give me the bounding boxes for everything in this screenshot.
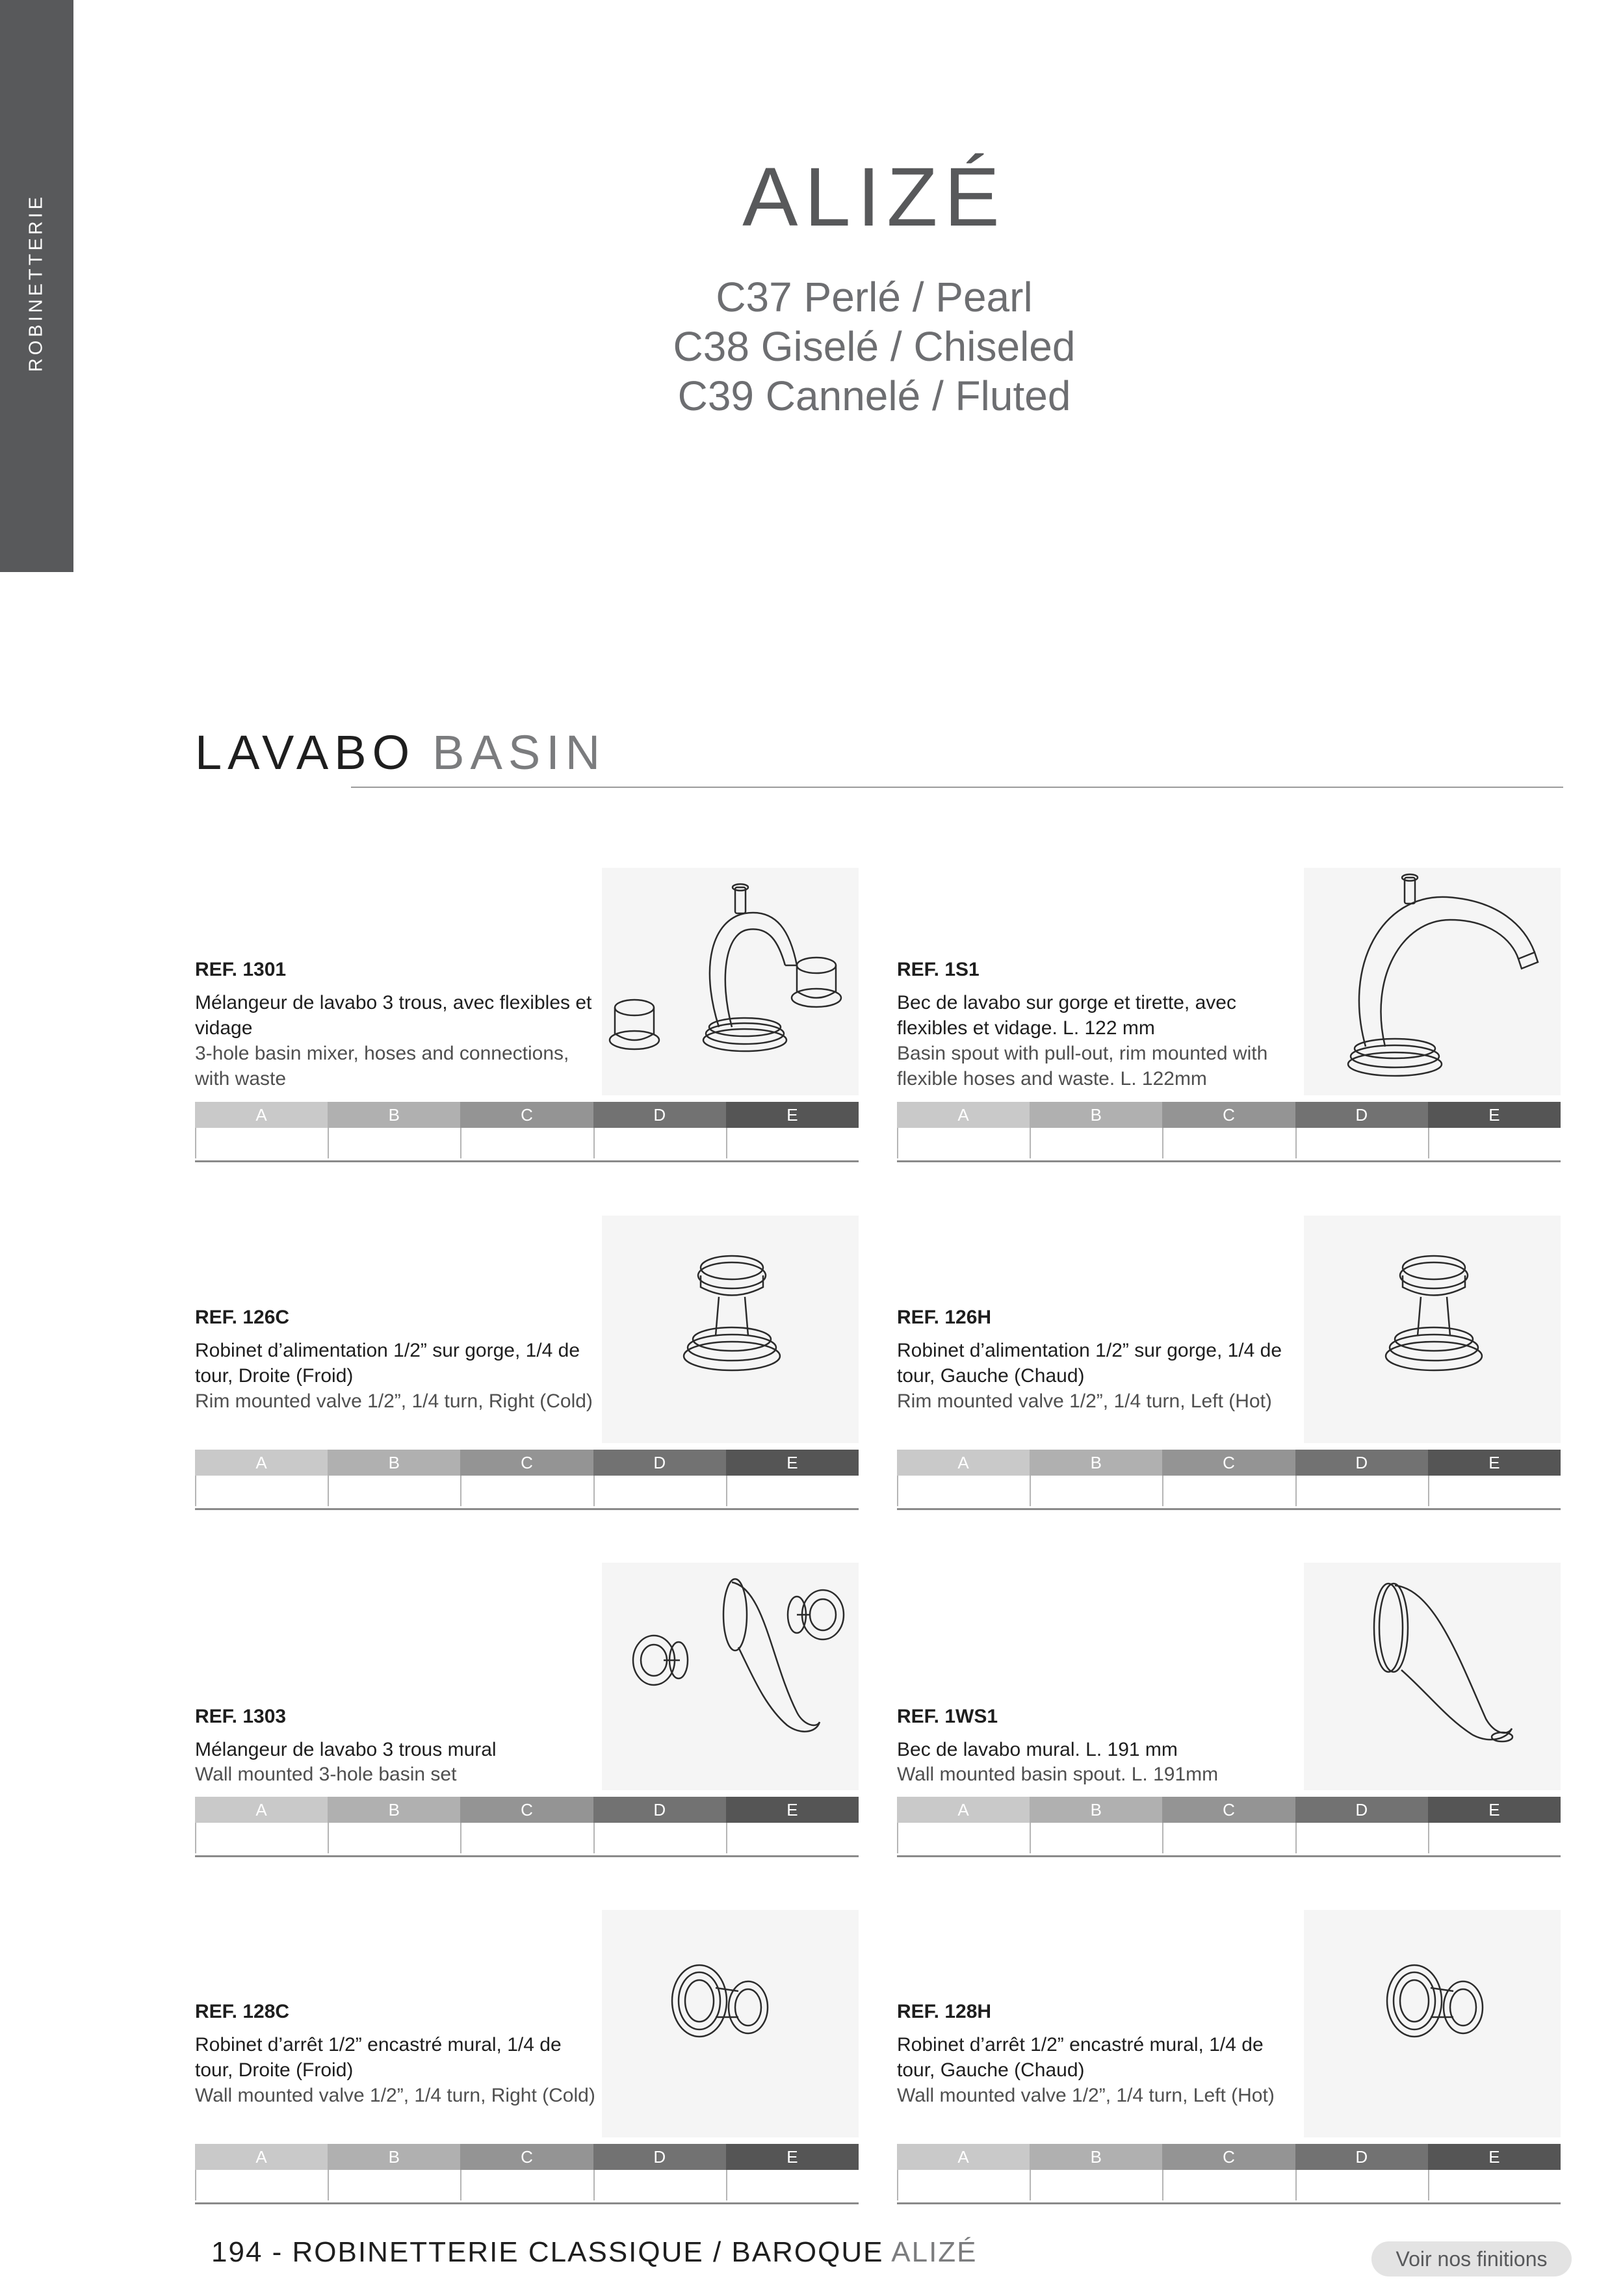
finish-column-d: D: [593, 1102, 726, 1128]
finish-column-c: C: [1162, 2144, 1295, 2170]
finish-table: [897, 1450, 1561, 1510]
footer-model: ALIZÉ: [891, 2236, 978, 2268]
finish-value-row: [897, 2170, 1561, 2200]
finish-table: [897, 1102, 1561, 1162]
wall-valve-icon: [1304, 1910, 1561, 2137]
page-footer: [211, 2236, 978, 2269]
finish-value-row: [195, 1823, 859, 1853]
finish-column-e: E: [726, 1450, 859, 1476]
finish-column-e: E: [726, 2144, 859, 2170]
product-image: [602, 868, 859, 1095]
product-name-en: Wall mounted valve 1/2”, 1/4 turn, Right (Cold): [195, 2085, 595, 2106]
finish-column-b: B: [1030, 1797, 1162, 1823]
product-image: [1304, 868, 1561, 1095]
finish-column-d: D: [593, 1797, 726, 1823]
product-name-en: Wall mounted valve 1/2”, 1/4 turn, Left (Hot): [897, 2085, 1275, 2106]
finish-column-a: A: [195, 2144, 328, 2170]
wall-valve-icon: [602, 1910, 859, 2137]
variant-c37: C37 Perlé / Pearl: [716, 274, 1033, 320]
finish-column-c: C: [460, 1102, 593, 1128]
finish-column-d: D: [1295, 1797, 1428, 1823]
view-finishes-button[interactable]: Voir nos finitions: [1371, 2241, 1572, 2276]
finish-table: [897, 1797, 1561, 1857]
product-image: [602, 1563, 859, 1790]
finish-column-e: E: [1428, 2144, 1561, 2170]
rim-valve-icon: [602, 1216, 859, 1443]
basin-spout-icon: [1304, 868, 1561, 1095]
finish-table: [195, 2144, 859, 2204]
finish-value-row: [195, 2170, 859, 2200]
finish-column-b: B: [328, 1102, 460, 1128]
variant-c38: C38 Giselé / Chiseled: [673, 323, 1076, 370]
finish-column-a: A: [195, 1102, 328, 1128]
product-name-en: Rim mounted valve 1/2”, 1/4 turn, Left (Hot): [897, 1390, 1272, 1412]
finish-column-c: C: [1162, 1450, 1295, 1476]
finish-column-e: E: [1428, 1450, 1561, 1476]
finish-column-e: E: [726, 1102, 859, 1128]
product-ref: REF. 128C: [195, 2001, 290, 2022]
product-card: [195, 1216, 859, 1508]
finish-header-row: [897, 2144, 1561, 2170]
section-title-en: BASIN: [432, 725, 606, 779]
product-name-fr: Bec de lavabo sur gorge et tirette, avec flexibles et vidage. L. 122 mm: [897, 992, 1236, 1039]
finish-header-row: [195, 1450, 859, 1476]
product-name-fr: Mélangeur de lavabo 3 trous mural: [195, 1739, 497, 1760]
product-name-fr: Robinet d’alimentation 1/2” sur gorge, 1/4 de tour, Droite (Froid): [195, 1340, 580, 1387]
product-image: [602, 1216, 859, 1443]
finish-value-row: [897, 1128, 1561, 1158]
product-ref: REF. 1S1: [897, 959, 980, 980]
finish-header-row: [195, 1797, 859, 1823]
finish-column-a: A: [897, 1102, 1030, 1128]
page-title: ALIZÉ: [742, 151, 1006, 244]
finish-header-row: [195, 1102, 859, 1128]
finish-column-b: B: [1030, 2144, 1162, 2170]
finish-value-row: [195, 1476, 859, 1506]
product-ref: REF. 126C: [195, 1307, 290, 1328]
product-image: [1304, 1216, 1561, 1443]
finish-column-b: B: [1030, 1450, 1162, 1476]
finish-column-e: E: [1428, 1102, 1561, 1128]
variant-c39: C39 Cannelé / Fluted: [677, 372, 1071, 419]
product-ref: REF. 128H: [897, 2001, 992, 2022]
product-card: [195, 1563, 859, 1855]
sidebar-label: ROBINETTERIE: [25, 193, 47, 372]
product-card: [897, 1216, 1561, 1508]
product-name-en: Wall mounted basin spout. L. 191mm: [897, 1764, 1219, 1785]
finish-table: [195, 1797, 859, 1857]
finish-column-c: C: [1162, 1102, 1295, 1128]
product-name-fr: Robinet d’arrêt 1/2” encastré mural, 1/4 de tour, Droite (Froid): [195, 2034, 562, 2081]
finish-column-a: A: [897, 1797, 1030, 1823]
product-name-fr: Mélangeur de lavabo 3 trous, avec flexibles et vidage: [195, 992, 592, 1039]
product-image: [1304, 1563, 1561, 1790]
finish-column-d: D: [593, 1450, 726, 1476]
finish-column-c: C: [460, 2144, 593, 2170]
product-card: [897, 868, 1561, 1160]
finish-value-row: [897, 1823, 1561, 1853]
product-card: [897, 1910, 1561, 2202]
basin-mixer-3-hole-icon: [602, 868, 859, 1095]
finish-column-c: C: [1162, 1797, 1295, 1823]
finish-header-row: [897, 1797, 1561, 1823]
wall-spout-icon: [1304, 1563, 1561, 1790]
finish-column-e: E: [1428, 1797, 1561, 1823]
wall-basin-set-icon: [602, 1563, 859, 1790]
finish-column-a: A: [195, 1797, 328, 1823]
product-name-en: Wall mounted 3-hole basin set: [195, 1764, 457, 1785]
finish-column-a: A: [897, 1450, 1030, 1476]
product-name-en: 3-hole basin mixer, hoses and connections, with waste: [195, 1043, 569, 1089]
finish-column-b: B: [1030, 1102, 1162, 1128]
finish-header-row: [897, 1102, 1561, 1128]
product-card: [195, 868, 859, 1160]
finish-column-d: D: [1295, 1450, 1428, 1476]
finish-column-a: A: [897, 2144, 1030, 2170]
product-ref: REF. 1WS1: [897, 1706, 998, 1727]
finish-value-row: [897, 1476, 1561, 1506]
finish-column-b: B: [328, 2144, 460, 2170]
finish-column-d: D: [593, 2144, 726, 2170]
finish-column-c: C: [460, 1797, 593, 1823]
finish-column-c: C: [460, 1450, 593, 1476]
footer-page-label: 194 - ROBINETTERIE CLASSIQUE / BAROQUE: [211, 2236, 884, 2268]
product-name-en: Basin spout with pull-out, rim mounted with flexible hoses and waste. L. 122mm: [897, 1043, 1268, 1089]
finish-column-b: B: [328, 1450, 460, 1476]
finish-table: [195, 1450, 859, 1510]
product-name-fr: Robinet d’alimentation 1/2” sur gorge, 1/4 de tour, Gauche (Chaud): [897, 1340, 1282, 1387]
finish-header-row: [195, 2144, 859, 2170]
product-name-en: Rim mounted valve 1/2”, 1/4 turn, Right (Cold): [195, 1390, 593, 1412]
finish-header-row: [897, 1450, 1561, 1476]
finish-column-d: D: [1295, 1102, 1428, 1128]
finish-column-e: E: [726, 1797, 859, 1823]
product-card: [195, 1910, 859, 2202]
rim-valve-icon: [1304, 1216, 1561, 1443]
finish-table: [195, 1102, 859, 1162]
section-title-fr: LAVABO: [195, 725, 416, 779]
finish-table: [897, 2144, 1561, 2204]
finish-column-b: B: [328, 1797, 460, 1823]
product-image: [602, 1910, 859, 2137]
section-heading: [195, 725, 606, 780]
product-ref: REF. 1303: [195, 1706, 287, 1727]
product-name-fr: Bec de lavabo mural. L. 191 mm: [897, 1739, 1178, 1760]
finish-column-a: A: [195, 1450, 328, 1476]
product-name-fr: Robinet d’arrêt 1/2” encastré mural, 1/4 de tour, Gauche (Chaud): [897, 2034, 1264, 2081]
product-card: [897, 1563, 1561, 1855]
product-image: [1304, 1910, 1561, 2137]
product-ref: REF. 126H: [897, 1307, 992, 1328]
section-divider: [351, 787, 1563, 788]
finish-value-row: [195, 1128, 859, 1158]
finish-column-d: D: [1295, 2144, 1428, 2170]
product-ref: REF. 1301: [195, 959, 287, 980]
